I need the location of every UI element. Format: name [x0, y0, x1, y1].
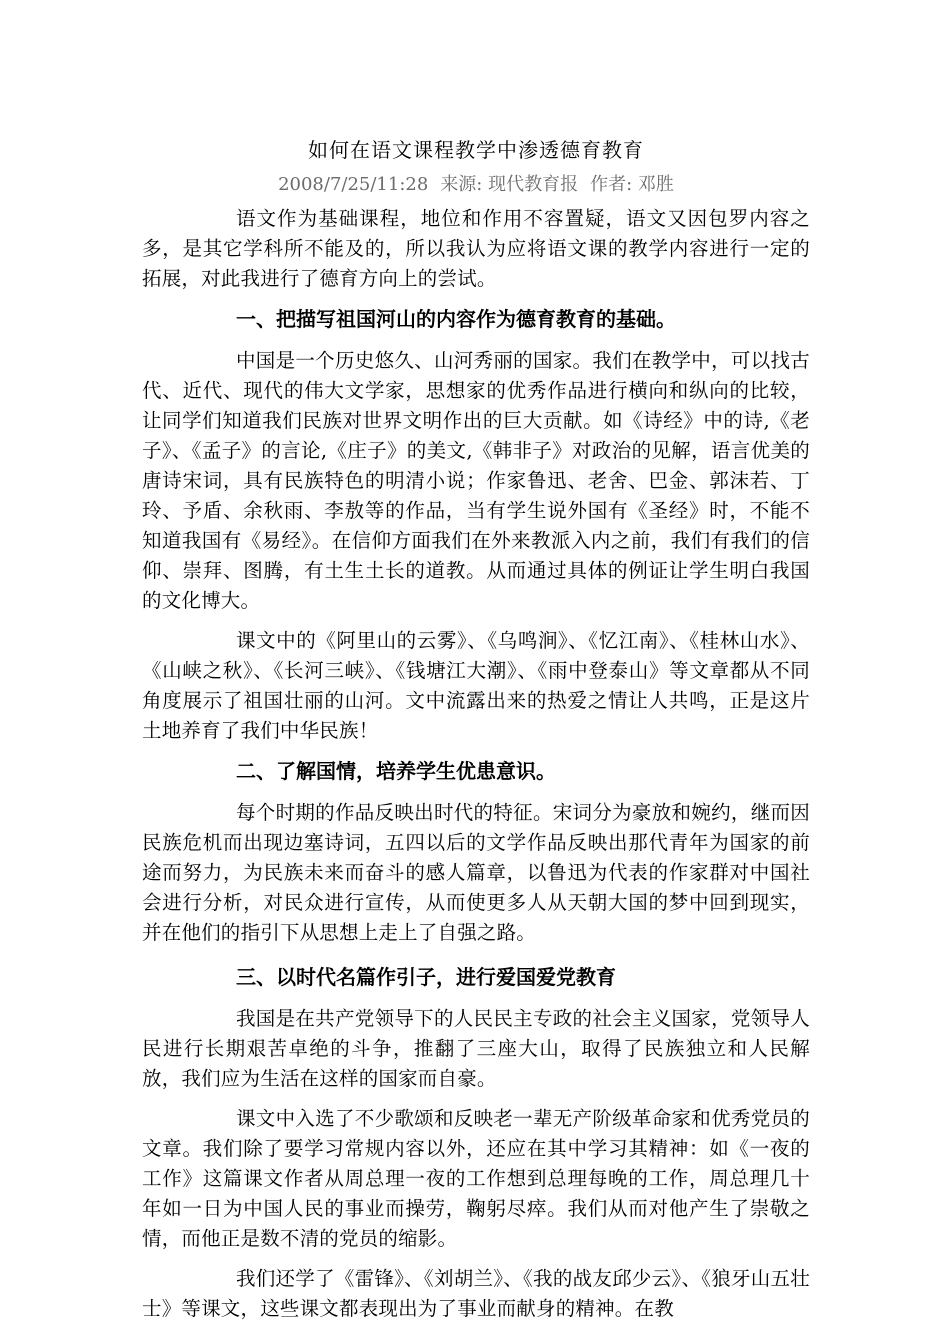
section-1-paragraph-2: 课文中的《阿里山的云雾》、《乌鸣涧》、《忆江南》、《桂林山水》、《山峡之秋》、《长河三峡》、《钱塘江大潮》、《雨中登泰山》等文章都从不同角度展示了祖国壮丽的山河。文中流露出来的热爱之情让人共鸣，正是这片土地养育了我们中华民族！: [142, 629, 810, 742]
section-heading-3: 三、以时代名篇作引子，进行爱国爱党教育: [236, 965, 616, 989]
document-page: [142, 132, 810, 1334]
article-datetime: 2008/7/25/11:28: [278, 174, 429, 195]
section-1-paragraph-1: 中国是一个历史悠久、山河秀丽的国家。我们在教学中，可以找古代、近代、现代的伟大文学家，思想家的优秀作品进行横向和纵向的比较，让同学们知道我们民族对世界文明作出的巨大贡献。如《诗经》中的诗,《老子》、《孟子》的言论,《庄子》的美文,《韩非子》对政治的见解，语言优美的唐诗宋词，具有民族特色的明清小说；作家鲁迅、老舍、巴金、郭沫若、丁玲、予盾、余秋雨、李敖等的作品，当有学生说外国有《圣经》时，不能不知道我国有《易经》。在信仰方面我们在外来教派入内之前，我们有我们的信仰、崇拜、图腾，有土生土长的道教。从而通过具体的例证让学生明白我国的文化博大。: [142, 349, 810, 612]
section-3-paragraph-3: 我们还学了《雷锋》、《刘胡兰》、《我的战友邱少云》、《狼牙山五壮士》等课文，这些课文都表现出为了事业而献身的精神。在教: [142, 1267, 810, 1320]
section-2-paragraph-1: 每个时期的作品反映出时代的特征。宋词分为豪放和婉约，继而因民族危机而出现边塞诗词，五四以后的文学作品反映出那代青年为国家的前途而努力，为民族未来而奋斗的感人篇章，以鲁迅为代表的作家群对中国社会进行分析，对民众进行宣传，从而使更多人从天朝大国的梦中回到现实，并在他们的指引下从思想上走上了自强之路。: [142, 801, 810, 944]
section-3-paragraph-2: 课文中入选了不少歌颂和反映老一辈无产阶级革命家和优秀党员的文章。我们除了要学习常规内容以外，还应在其中学习其精神：如《一夜的工作》这篇课文作者从周总理一夜的工作想到总理每晚的工作，周总理几十年如一日为中国人民的事业而操劳，鞠躬尽瘁。我们从而对他产生了崇敬之情，而他正是数不清的党员的缩影。: [142, 1107, 810, 1250]
article-author: 作者: 邓胜: [590, 174, 674, 195]
section-heading-2: 二、了解国情，培养学生优患意识。: [236, 759, 556, 783]
article-source: 来源: 现代教育报: [440, 174, 579, 195]
intro-paragraph: 语文作为基础课程，地位和作用不容置疑，语文又因包罗内容之多，是其它学科所不能及的，所以我认为应将语文课的教学内容进行一定的拓展，对此我进行了德育方向上的尝试。: [142, 207, 810, 290]
section-heading-1: 一、把描写祖国河山的内容作为德育教育的基础。: [236, 307, 676, 331]
article-title: 如何在语文课程教学中渗透德育教育: [308, 138, 644, 162]
article-meta: [142, 168, 810, 202]
section-3-paragraph-1: 我国是在共产党领导下的人民民主专政的社会主义国家，党领导人民进行长期艰苦卓绝的斗争，推翻了三座大山，取得了民族独立和人民解放，我们应为生活在这样的国家而自豪。: [142, 1007, 810, 1090]
